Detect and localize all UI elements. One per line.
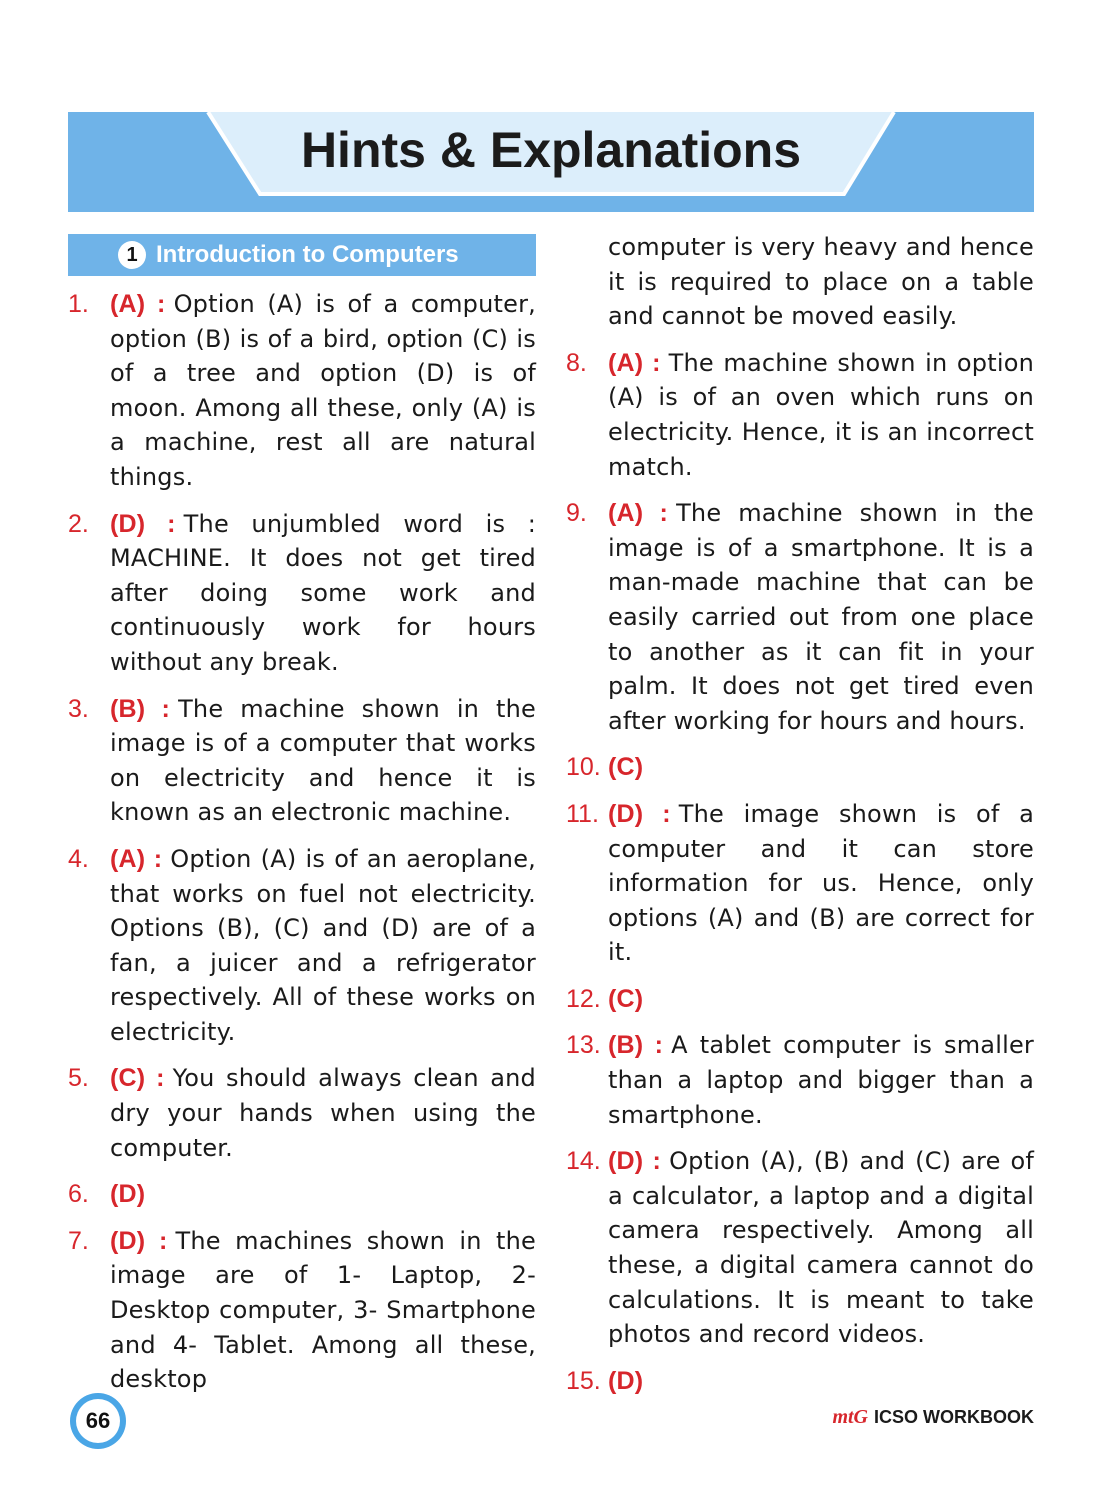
answer-item xyxy=(68,692,536,830)
answer-item xyxy=(566,346,1034,484)
item-text xyxy=(608,982,1034,1017)
item-answer: (D) : xyxy=(608,799,671,828)
item-text xyxy=(608,797,1034,970)
item-answer: (D) : xyxy=(110,509,176,538)
item-answer: (D) : xyxy=(608,1147,662,1176)
item-explanation: Option (A), (B) and (C) are of a calculator, a laptop and a digital camera respectively. Among all these, a digital camera cannot do calculations. It is meant to take photos and record videos. xyxy=(608,1147,1034,1349)
footer-brand xyxy=(832,1406,1034,1429)
item-answer: (A) : xyxy=(110,290,166,318)
answer-item xyxy=(68,507,536,680)
item-text xyxy=(110,507,536,680)
right-column xyxy=(566,230,1034,1410)
item-text xyxy=(608,496,1034,738)
item-text xyxy=(608,1144,1034,1352)
item-explanation: Option (A) is of an aeroplane, that works on fuel not electricity. Options (B), (C) and (D) are of a fan, a juicer and a refrigerator respectively. All of these works on electricity. xyxy=(110,844,536,1046)
item-explanation: A tablet computer is smaller than a laptop and bigger than a smartphone. xyxy=(608,1031,1034,1129)
item-explanation: The unjumbled word is : MACHINE. It does not get tired after doing some work and continuously work for hours without any break. xyxy=(110,509,536,676)
item-number: 2. xyxy=(68,509,89,538)
item-answer: (D) : xyxy=(110,1226,168,1255)
item-text xyxy=(110,1061,536,1165)
item-number: 15. xyxy=(566,1366,601,1395)
item-text xyxy=(608,1364,1034,1399)
page-number-badge xyxy=(70,1393,126,1449)
item-number: 3. xyxy=(68,694,89,723)
item-number: 8. xyxy=(566,348,587,377)
item-number: 1. xyxy=(68,290,89,318)
item-answer: (D) xyxy=(608,1366,644,1395)
answer-item xyxy=(566,1364,1034,1399)
item-explanation: The machines shown in the image are of 1- Laptop, 2- Desktop computer, 3- Smartphone and 4- Tablet. Among all these, desktop xyxy=(110,1226,537,1394)
item-number: 7. xyxy=(68,1226,89,1255)
item-explanation: computer is very heavy and hence it is required to place on a table and cannot be moved easily. xyxy=(608,233,1034,331)
item-text xyxy=(110,842,536,1050)
item-text xyxy=(110,287,536,495)
answer-item xyxy=(566,797,1034,970)
answer-item xyxy=(68,1061,536,1165)
brand-text: ICSO WORKBOOK xyxy=(874,1407,1034,1427)
item-text xyxy=(110,1224,536,1397)
answer-item xyxy=(566,496,1034,738)
section-number: 1 xyxy=(118,241,146,269)
item-answer: (C) xyxy=(608,753,644,782)
item-number: 13. xyxy=(566,1031,601,1060)
answer-item xyxy=(566,982,1034,1017)
item-number: 9. xyxy=(566,499,587,528)
page-number: 66 xyxy=(76,1399,120,1443)
item-answer: (B) : xyxy=(110,694,171,723)
answer-item xyxy=(566,750,1034,785)
item-number: 11. xyxy=(566,799,599,828)
item-explanation: The machine shown in option (A) is of an oven which runs on electricity. Hence, it is an incorrect match. xyxy=(608,348,1034,481)
answer-item xyxy=(566,1028,1034,1132)
item-number: 12. xyxy=(566,984,601,1013)
item-explanation: You should always clean and dry your hands when using the computer. xyxy=(110,1064,536,1162)
item-answer: (C) xyxy=(608,984,644,1013)
section-title: Introduction to Computers xyxy=(156,241,459,268)
item-number: 6. xyxy=(68,1180,89,1209)
brand-logo: mtG xyxy=(832,1406,868,1428)
item-number: 14. xyxy=(566,1147,601,1176)
item-text xyxy=(608,750,1034,785)
answer-item xyxy=(68,287,536,495)
item-explanation: The machine shown in the image is of a smartphone. It is a man-made machine that can be easily carried out from one place to another as it can fit in your palm. It does not get tired even after working for hours and hours. xyxy=(608,499,1034,735)
item-text xyxy=(608,346,1034,484)
answer-item xyxy=(68,1224,536,1397)
item-number: 4. xyxy=(68,844,89,873)
section-heading xyxy=(68,234,536,276)
item-number: 10. xyxy=(566,753,601,782)
item-answer: (D) xyxy=(110,1180,146,1209)
item-text xyxy=(110,1177,536,1212)
item-text xyxy=(110,692,536,830)
item-answer: (A) : xyxy=(608,348,661,377)
item-answer: (A) : xyxy=(110,844,163,873)
answer-item xyxy=(68,1177,536,1212)
answer-item xyxy=(566,1144,1034,1352)
item-explanation: The image shown is of a computer and it can store information for us. Hence, only options (A) and (B) are correct for it. xyxy=(608,799,1034,967)
item-explanation: Option (A) is of a computer, option (B) is of a bird, option (C) is of a tree and option (D) is of moon. Among all these, only (A) is a machine, rest all are natural things. xyxy=(110,290,537,491)
item-answer: (C) : xyxy=(110,1064,165,1093)
answer-item-continuation xyxy=(566,230,1034,334)
item-number: 5. xyxy=(68,1064,89,1093)
item-answer: (A) : xyxy=(608,499,669,528)
page-title: Hints & Explanations xyxy=(300,122,802,178)
item-text xyxy=(608,1028,1034,1132)
item-explanation: The machine shown in the image is of a computer that works on electricity and hence it is known as an electronic machine. xyxy=(110,694,536,827)
item-answer: (B) : xyxy=(608,1031,664,1060)
header-banner xyxy=(68,112,1034,212)
answer-item xyxy=(68,842,536,1050)
left-column xyxy=(68,287,536,1409)
